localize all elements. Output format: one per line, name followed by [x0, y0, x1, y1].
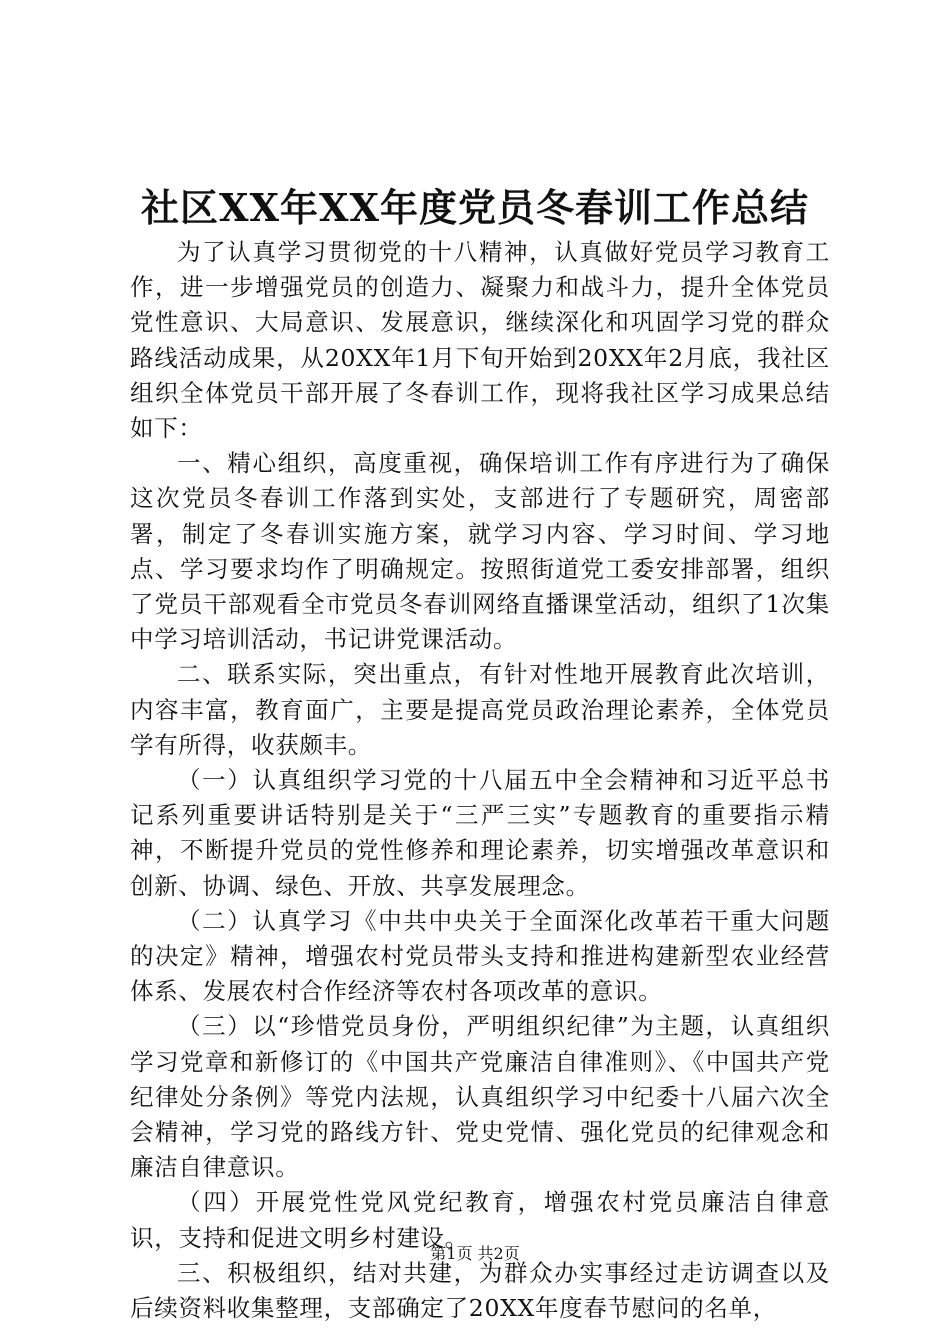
document-body	[130, 235, 830, 1326]
paragraph-item-1: （一）认真组织学习党的十八届五中全会精神和习近平总书记系列重要讲话特别是关于“三严三实”专题教育的重要指示精神，不断提升党员的党性修养和理论素养，切实增强改革意识和创新、协调、绿色、开放、共享发展理念。	[130, 766, 830, 900]
paragraph-item-4: （四）开展党性党风党纪教育，增强农村党员廉洁自律意识，支持和促进文明乡村建设。	[130, 1188, 830, 1252]
document-title: 社区XX年XX年度党员冬春训工作总结	[141, 185, 809, 230]
paragraph-section-1: 一、精心组织，高度重视，确保培训工作有序进行为了确保这次党员冬春训工作落到实处，支部进行了专题研究，周密部署，制定了冬春训实施方案，就学习内容、学习时间、学习地点、学习要求均作了明确规定。按照街道党工委安排部署，组织了党员干部观看全市党员冬春训网络直播课堂活动，组织了1次集中学习培训活动，书记讲党课活动。	[130, 449, 830, 654]
paragraph-section-2: 二、联系实际，突出重点，有针对性地开展教育此次培训，内容丰富，教育面广，主要是提高党员政治理论素养，全体党员学有所得，收获颇丰。	[130, 660, 830, 759]
paragraph-intro: 为了认真学习贯彻党的十八精神，认真做好党员学习教育工作，进一步增强党员的创造力、凝聚力和战斗力，提升全体党员党性意识、大局意识、发展意识，继续深化和巩固学习党的群众路线活动成果，从20XX年1月下旬开始到20XX年2月底，我社区组织全体党员干部开展了冬春训工作，现将我社区学习成果总结如下：	[130, 238, 830, 443]
paragraph-item-2: （二）认真学习《中共中央关于全面深化改革若干重大问题的决定》精神，增强农村党员带头支持和推进构建新型农业经营体系、发展农村合作经济等农村各项改革的意识。	[130, 906, 830, 1006]
paragraph-item-3: （三）以“珍惜党员身份，严明组织纪律”为主题，认真组织学习党章和新修订的《中国共产党廉洁自律准则》、《中国共产党纪律处分条例》等党内法规，认真组织学习中纪委十八届六次全会精神，学习党的路线方针、党史党情、强化党员的纪律观念和廉洁自律意识。	[130, 1012, 830, 1182]
paragraph-section-3: 三、积极组织，结对共建，为群众办实事经过走访调查以及后续资料收集整理，支部确定了20XX年度春节慰问的名单，	[130, 1258, 830, 1323]
page-number: 第1页 共2页	[430, 1244, 520, 1263]
